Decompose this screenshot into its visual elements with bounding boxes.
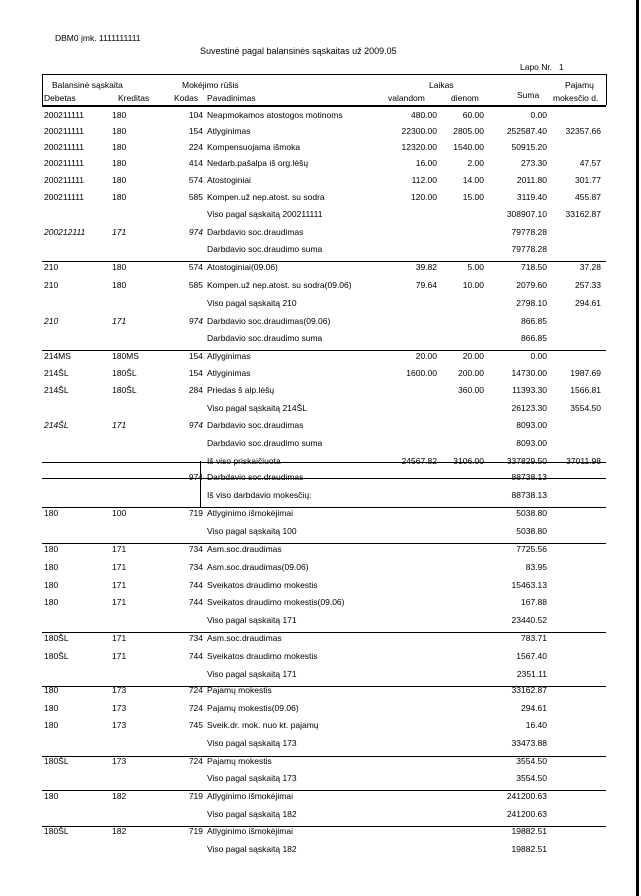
cell-deb: 210 (44, 316, 59, 326)
cell-name: Darbdavio soc.draudimas (207, 227, 304, 237)
cell-deb: 180 (44, 703, 59, 713)
cell-pm: 1987.69 (570, 368, 601, 378)
cell-name: Viso pagal sąskaitą 171 (207, 615, 297, 625)
cell-kod: 734 (188, 633, 203, 643)
cell-kod: 224 (188, 142, 203, 152)
cell-kred: 171 (112, 633, 127, 643)
cell-kod: 744 (188, 580, 203, 590)
cell-kod: 719 (188, 826, 203, 836)
cell-kred: 173 (112, 756, 127, 766)
cell-name: Viso pagal sąskaitą 171 (207, 669, 297, 679)
cell-val: 120.00 (411, 192, 437, 202)
cell-dien: 15.00 (462, 192, 484, 202)
cell-val: 480.00 (411, 110, 437, 120)
cell-name: Pajamų mokestis(09.06) (207, 703, 299, 713)
header-tax-2: mokesčio d. (553, 93, 599, 103)
cell-deb: 180 (44, 791, 59, 801)
cell-pm: 257.33 (575, 280, 601, 290)
cell-kred: 171 (112, 227, 127, 237)
cell-dien: 360.00 (458, 385, 484, 395)
cell-suma: 2351.11 (516, 669, 547, 679)
cell-name: Kompensuojama išmoka (207, 142, 301, 152)
cell-kod: 414 (188, 158, 203, 168)
cell-deb: 180 (44, 685, 59, 695)
cell-kred: 180 (112, 262, 127, 272)
cell-name: Viso pagal sąskaitą 182 (207, 809, 297, 819)
cell-kred: 171 (112, 316, 127, 326)
cell-val: 39.82 (415, 262, 437, 272)
cell-name: Viso pagal sąskaitą 200211111 (207, 209, 323, 219)
cell-name: Darbdavio soc.draudimo suma (207, 244, 323, 254)
page-label: Lapo Nr. (520, 62, 553, 72)
cell-kred: 171 (112, 544, 127, 554)
cell-name: Viso pagal sąskaitą 182 (207, 844, 297, 854)
cell-val: 12320.00 (401, 142, 437, 152)
cell-deb: 214ŠL (44, 368, 69, 378)
cell-name: Sveikatos draudimo mokestis (207, 651, 318, 661)
cell-kred: 171 (112, 580, 127, 590)
cell-name: Viso pagal sąskaitą 173 (207, 738, 297, 748)
cell-kod: 724 (188, 756, 203, 766)
cell-pm: 455.87 (575, 192, 601, 202)
cell-val: 112.00 (411, 175, 437, 185)
cell-suma: 19882.51 (511, 844, 547, 854)
cell-kred: 171 (112, 651, 127, 661)
cell-suma: 167.88 (521, 597, 547, 607)
cell-kod: 154 (188, 368, 203, 378)
cell-deb: 180 (44, 720, 59, 730)
cell-deb: 214MS (44, 351, 71, 361)
cell-suma: 0.00 (530, 351, 547, 361)
cell-suma: 79778.28 (511, 244, 547, 254)
cell-kod: 585 (188, 192, 203, 202)
cell-suma: 294.61 (521, 703, 547, 713)
cell-name: Atlyginimas (207, 126, 251, 136)
cell-deb: 214ŠL (44, 385, 69, 395)
cell-val: 20.00 (415, 351, 437, 361)
cell-kred: 180 (112, 110, 127, 120)
cell-dien: 2805.00 (453, 126, 484, 136)
cell-kod: 154 (188, 126, 203, 136)
cell-dien: 5.00 (467, 262, 484, 272)
cell-deb: 180ŠL (44, 633, 69, 643)
cell-kod: 744 (188, 651, 203, 661)
cell-kod: 585 (188, 280, 203, 290)
cell-deb: 210 (44, 262, 59, 272)
cell-deb: 200212111 (44, 227, 86, 237)
cell-name: Atlyginimas (207, 351, 251, 361)
cell-kred: 100 (112, 508, 127, 518)
cell-pm: 294.61 (575, 298, 601, 308)
cell-dien: 60.00 (462, 110, 484, 120)
cell-name: Atostoginiai(09.06) (207, 262, 278, 272)
cell-name: Darbdavio soc.draudimas (207, 472, 304, 482)
cell-kod: 734 (188, 562, 203, 572)
header-balance-account: Balansinė sąskaita (52, 80, 123, 90)
cell-suma: 3554.50 (516, 756, 547, 766)
cell-suma: 33473.88 (511, 738, 547, 748)
cell-name: Sveik.dr. mok. nuo kt. pajamų (207, 720, 319, 730)
cell-kod: 744 (188, 597, 203, 607)
cell-suma: 2798.10 (516, 298, 547, 308)
header-payment-type: Mokėjimo rūšis (182, 80, 239, 90)
cell-kod: 724 (188, 685, 203, 695)
cell-dien: 1540.00 (453, 142, 484, 152)
cell-kred: 182 (112, 791, 127, 801)
cell-kod: 104 (188, 110, 203, 120)
cell-suma: 50915.20 (511, 142, 547, 152)
cell-suma: 3119.40 (516, 192, 547, 202)
cell-suma: 3554.50 (516, 773, 547, 783)
cell-name: Asm.soc.draudimas (207, 633, 282, 643)
cell-kred: 173 (112, 703, 127, 713)
cell-suma: 8093.00 (516, 438, 547, 448)
company-code: DBM0 įmk. 1111111111 (55, 33, 141, 43)
cell-name: Darbdavio soc.draudimo suma (207, 333, 323, 343)
cell-deb: 180 (44, 597, 59, 607)
cell-val: 16.00 (415, 158, 437, 168)
cell-suma: 88738.13 (511, 490, 547, 500)
cell-suma: 23440.52 (511, 615, 547, 625)
cell-dien: 2.00 (467, 158, 484, 168)
cell-name: Viso pagal sąskaitą 214ŠL (207, 403, 308, 413)
cell-suma: 866.85 (521, 316, 547, 326)
cell-name: Viso pagal sąskaitą 210 (207, 298, 297, 308)
cell-kred: 180 (112, 142, 127, 152)
cell-deb: 180 (44, 544, 59, 554)
cell-val: 24567.82 (401, 456, 437, 466)
cell-deb: 180ŠL (44, 651, 69, 661)
cell-suma: 783.71 (521, 633, 547, 643)
cell-name: Viso pagal sąskaitą 100 (207, 526, 297, 536)
cell-name: Viso pagal sąskaitą 173 (207, 773, 297, 783)
cell-name: Darbdavio soc.draudimo suma (207, 438, 323, 448)
header-time: Laikas (429, 80, 454, 90)
cell-name: Pajamų mokestis (207, 685, 272, 695)
cell-name: Kompen.už nep.atost. su sodra (207, 192, 325, 202)
cell-suma: 337829.50 (506, 456, 547, 466)
cell-dien: 3106.00 (453, 456, 484, 466)
cell-val: 79.64 (415, 280, 437, 290)
cell-suma: 16.40 (525, 720, 547, 730)
cell-kred: 180ŠL (112, 368, 137, 378)
cell-suma: 0.00 (530, 110, 547, 120)
cell-suma: 7725.56 (516, 544, 547, 554)
cell-kod: 154 (188, 351, 203, 361)
cell-kred: 180 (112, 175, 127, 185)
header-credit: Kreditas (118, 93, 150, 103)
cell-val: 1600.00 (406, 368, 437, 378)
cell-kod: 974 (188, 227, 203, 237)
cell-name: Atlyginimas (207, 368, 251, 378)
cell-kod: 574 (188, 262, 203, 272)
cell-kod: 974 (188, 472, 203, 482)
cell-pm: 301.77 (575, 175, 601, 185)
cell-suma: 15463.13 (511, 580, 547, 590)
cell-kod: 734 (188, 544, 203, 554)
cell-deb: 200211111 (44, 158, 85, 168)
cell-deb: 180 (44, 562, 59, 572)
cell-kred: 171 (112, 420, 127, 430)
cell-kred: 180 (112, 126, 127, 136)
cell-name: Sveikatos draudimo mokestis(09.06) (207, 597, 345, 607)
header-debit: Debetas (44, 93, 76, 103)
page-number: 1 (559, 62, 564, 72)
cell-kod: 974 (188, 420, 203, 430)
cell-suma: 866.85 (521, 333, 547, 343)
cell-suma: 83.95 (525, 562, 547, 572)
cell-pm: 1566.81 (570, 385, 601, 395)
cell-deb: 180 (44, 508, 59, 518)
header-sum: Suma (517, 90, 540, 100)
cell-deb: 180 (44, 580, 59, 590)
cell-kred: 171 (112, 562, 127, 572)
cell-name: Neapmokamos atostogos motinoms (207, 110, 343, 120)
cell-pm: 3554.50 (570, 403, 601, 413)
cell-name: Darbdavio soc.draudimas(09.06) (207, 316, 331, 326)
cell-deb: 200211111 (44, 175, 85, 185)
cell-name: Kompen.už nep.atost. su sodra(09.06) (207, 280, 352, 290)
cell-kred: 180 (112, 158, 127, 168)
header-tax-1: Pajamų (565, 80, 594, 90)
cell-dien: 14.00 (462, 175, 484, 185)
cell-kod: 719 (188, 791, 203, 801)
cell-suma: 1567.40 (516, 651, 547, 661)
cell-pm: 33162.87 (565, 209, 601, 219)
cell-kred: 182 (112, 826, 127, 836)
cell-name: Sveikatos draudimo mokestis (207, 580, 318, 590)
cell-suma: 5038.80 (516, 508, 547, 518)
cell-kred: 180 (112, 192, 127, 202)
report-title: Suvestinė pagal balansinės sąskaitas už 2009.05 (200, 46, 397, 56)
cell-name: Atlyginimo išmokėjimai (207, 791, 293, 801)
cell-name: Nedarb.pašalpa iš org.lėšų (207, 158, 309, 168)
cell-name: Iš viso darbdavio mokesčių: (207, 490, 312, 500)
cell-suma: 2079.60 (516, 280, 547, 290)
cell-deb: 200211111 (44, 192, 85, 202)
cell-deb: 200211111 (44, 110, 85, 120)
cell-pm: 37.28 (579, 262, 601, 272)
cell-name: Asm.soc.draudimas(09.06) (207, 562, 309, 572)
cell-deb: 180ŠL (44, 826, 69, 836)
cell-suma: 308907.10 (506, 209, 547, 219)
cell-kred: 173 (112, 685, 127, 695)
page-edge (636, 0, 639, 896)
cell-pm: 32357.66 (565, 126, 601, 136)
cell-suma: 8093.00 (516, 420, 547, 430)
cell-deb: 200211111 (44, 126, 85, 136)
cell-pm: 37011.98 (566, 456, 601, 466)
cell-val: 22300.00 (401, 126, 437, 136)
header-name: Pavadinimas (207, 93, 256, 103)
cell-name: Asm.soc.draudimas (207, 544, 282, 554)
cell-kod: 574 (188, 175, 203, 185)
cell-suma: 79778.28 (511, 227, 547, 237)
cell-deb: 180ŠL (44, 756, 69, 766)
cell-deb: 200211111 (44, 142, 85, 152)
cell-suma: 26123.30 (511, 403, 547, 413)
cell-suma: 718.50 (521, 262, 547, 272)
cell-pm: 47.57 (579, 158, 601, 168)
cell-deb: 214ŠL (44, 420, 69, 430)
cell-suma: 252587.40 (506, 126, 547, 136)
cell-suma: 241200.63 (506, 791, 547, 801)
cell-suma: 241200.63 (506, 809, 547, 819)
cell-suma: 19882.51 (511, 826, 547, 836)
cell-kod: 974 (188, 316, 203, 326)
cell-suma: 2011.80 (516, 175, 547, 185)
cell-name: Atlyginimo išmokėjimai (207, 826, 293, 836)
cell-deb: 210 (44, 280, 59, 290)
cell-kred: 180MS (112, 351, 139, 361)
cell-suma: 5038.80 (516, 526, 547, 536)
cell-kred: 173 (112, 720, 127, 730)
header-hours: valandom (388, 93, 425, 103)
cell-kod: 724 (188, 703, 203, 713)
cell-name: Iš viso priskaičiuota (207, 456, 281, 466)
cell-kred: 180ŠL (112, 385, 137, 395)
cell-dien: 10.00 (462, 280, 484, 290)
cell-name: Darbdavio soc.draudimas (207, 420, 304, 430)
cell-suma: 33162.87 (511, 685, 547, 695)
cell-kod: 745 (188, 720, 203, 730)
cell-name: Priedas š alp.lėšų (207, 385, 275, 395)
cell-name: Atlyginimo išmokėjimai (207, 508, 293, 518)
cell-kod: 719 (188, 508, 203, 518)
cell-name: Atostoginiai (207, 175, 251, 185)
cell-dien: 200.00 (458, 368, 484, 378)
cell-suma: 273.30 (521, 158, 547, 168)
cell-kred: 180 (112, 280, 127, 290)
cell-suma: 11393.30 (512, 385, 547, 395)
cell-kred: 171 (112, 597, 127, 607)
header-code: Kodas (174, 93, 199, 103)
header-days: dienom (451, 93, 479, 103)
cell-kod: 284 (188, 385, 203, 395)
cell-suma: 88738.13 (511, 472, 547, 482)
cell-suma: 14730.00 (511, 368, 547, 378)
cell-dien: 20.00 (462, 351, 484, 361)
cell-name: Pajamų mokestis (207, 756, 272, 766)
